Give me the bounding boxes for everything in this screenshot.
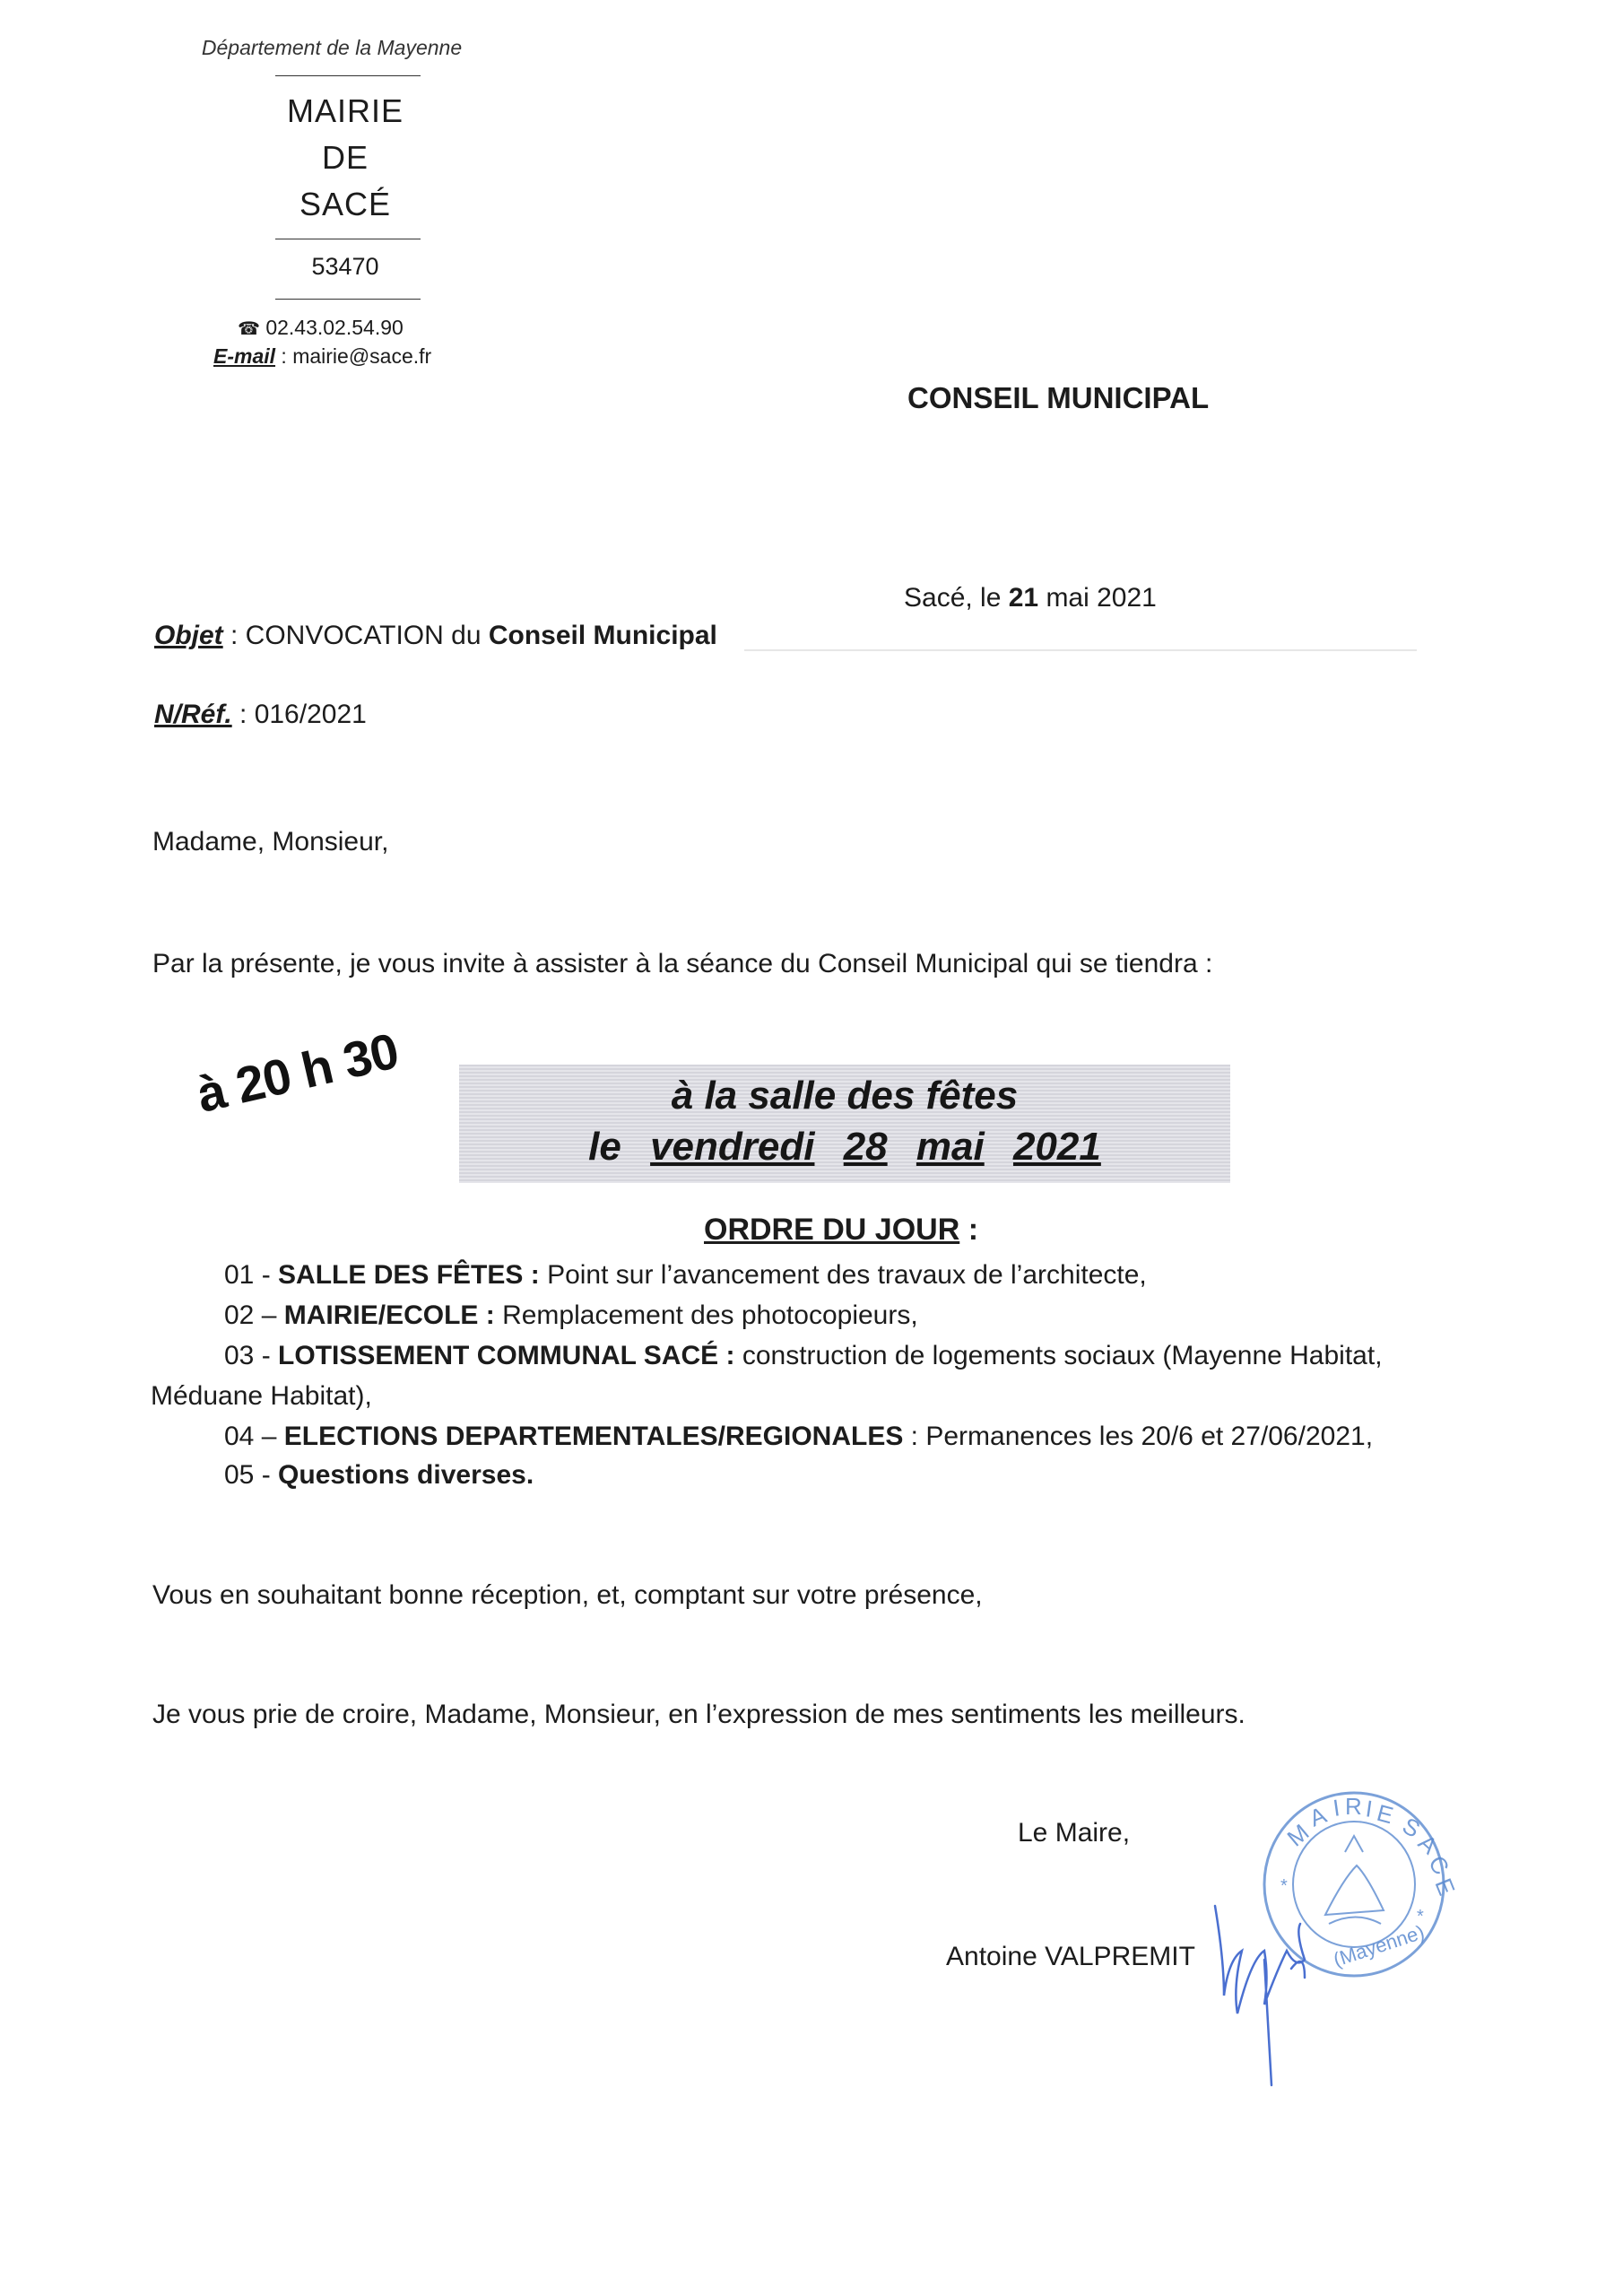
svg-text:I: I	[1331, 1794, 1341, 1822]
svg-text:*: *	[1417, 1907, 1424, 1926]
svg-text:C: C	[1423, 1850, 1455, 1880]
agenda-item-text: : Permanences les 20/6 et 27/06/2021,	[903, 1422, 1374, 1451]
department-label: Département de la Mayenne	[201, 36, 463, 59]
agenda-item-text: Remplacement des photocopieurs,	[494, 1300, 918, 1330]
mairie-line: MAIRIE	[286, 92, 404, 129]
reference-label: N/Réf.	[154, 700, 232, 729]
phone-line	[238, 316, 404, 340]
divider	[275, 299, 421, 300]
agenda-item-continuation: Méduane Habitat),	[151, 1381, 372, 1411]
reference-value: : 016/2021	[231, 700, 367, 729]
agenda-item-title: ELECTIONS DEPARTEMENTALES/REGIONALES	[283, 1422, 904, 1451]
agenda-item	[224, 1460, 534, 1491]
divider	[275, 75, 421, 76]
meeting-box	[459, 1065, 1230, 1183]
agenda-item-title: Questions diverses.	[278, 1460, 534, 1490]
reference-line	[154, 700, 367, 730]
svg-text:M: M	[1281, 1818, 1315, 1852]
svg-text:*: *	[1280, 1876, 1288, 1896]
signatory-role: Le Maire,	[1018, 1818, 1131, 1848]
telephone-icon: ☎	[238, 319, 260, 339]
agenda-item	[224, 1422, 1373, 1452]
document-title: CONSEIL MUNICIPAL	[907, 381, 1210, 414]
handwritten-signature	[1215, 1906, 1305, 2085]
object-line	[154, 621, 717, 651]
agenda-heading-suffix: :	[959, 1213, 979, 1247]
agenda-item	[224, 1341, 1383, 1371]
email-value: : mairie@sace.fr	[275, 344, 432, 368]
postal-code: 53470	[311, 253, 379, 280]
svg-text:S: S	[1398, 1812, 1426, 1843]
salutation: Madame, Monsieur,	[152, 827, 389, 857]
date-day: 21	[1008, 583, 1039, 613]
meeting-date-word: mai	[916, 1125, 985, 1169]
agenda-item-title: SALLE DES FÊTES :	[278, 1260, 540, 1290]
object-text: : CONVOCATION du	[222, 621, 489, 650]
svg-text:E: E	[1374, 1798, 1396, 1830]
meeting-date	[459, 1125, 1230, 1170]
date-prefix: Sacé, le	[904, 583, 1009, 613]
agenda-item-title: LOTISSEMENT COMMUNAL SACÉ :	[278, 1341, 735, 1370]
closing-formula: Je vous prie de croire, Madame, Monsieur, en l’expression de mes sentiments les meilleurs.	[152, 1700, 1245, 1729]
mairie-line: SACÉ	[299, 186, 392, 222]
agenda-item	[224, 1260, 1147, 1291]
svg-text:A: A	[1306, 1801, 1331, 1832]
meeting-date-word: 2021	[1012, 1125, 1101, 1169]
letter-date	[904, 583, 1157, 613]
agenda-item	[224, 1300, 918, 1331]
email-line	[213, 344, 431, 369]
svg-text:I: I	[1364, 1795, 1375, 1822]
closing-line: Vous en souhaitant bonne réception, et, comptant sur votre présence,	[152, 1580, 983, 1610]
mairie-line: DE	[321, 139, 369, 176]
official-stamp	[1211, 1780, 1461, 2085]
svg-text:(Mayenne): (Mayenne)	[1330, 1920, 1428, 1971]
phone-number: 02.43.02.54.90	[265, 316, 404, 339]
agenda-item-number: 03 -	[224, 1341, 279, 1370]
agenda-item-number: 02 –	[224, 1300, 284, 1330]
meeting-time: à 20 h 30	[191, 1022, 404, 1124]
agenda-item-number: 05 -	[224, 1460, 279, 1490]
agenda-item-number: 01 -	[224, 1260, 279, 1290]
agenda-item-text: Point sur l’avancement des travaux de l’architecte,	[539, 1260, 1147, 1290]
agenda-item-text: construction de logements sociaux (Mayenne Habitat,	[734, 1341, 1383, 1370]
meeting-date-word: vendredi	[650, 1125, 815, 1169]
agenda-item-title: MAIRIE/ECOLE :	[283, 1300, 495, 1330]
agenda-heading	[704, 1213, 978, 1248]
meeting-date-word: 28	[843, 1125, 888, 1169]
agenda-heading-text: ORDRE DU JOUR	[704, 1213, 960, 1247]
email-label: E-mail	[213, 344, 276, 368]
object-label: Objet	[154, 621, 223, 650]
svg-text:E: E	[1429, 1874, 1461, 1900]
svg-text:A: A	[1412, 1829, 1443, 1860]
date-suffix: mai 2021	[1038, 583, 1157, 613]
object-bold: Conseil Municipal	[488, 621, 717, 650]
divider	[744, 649, 1417, 651]
svg-text:R: R	[1345, 1793, 1362, 1820]
meeting-place: à la salle des fêtes	[671, 1074, 1019, 1118]
mairie-name	[273, 88, 417, 228]
agenda-item-number: 04 –	[224, 1422, 284, 1451]
meeting-date-word: le	[588, 1125, 621, 1169]
signatory-name: Antoine VALPREMIT	[946, 1942, 1195, 1971]
invitation-text: Par la présente, je vous invite à assister à la séance du Conseil Municipal qui se tiendra :	[152, 949, 1213, 978]
